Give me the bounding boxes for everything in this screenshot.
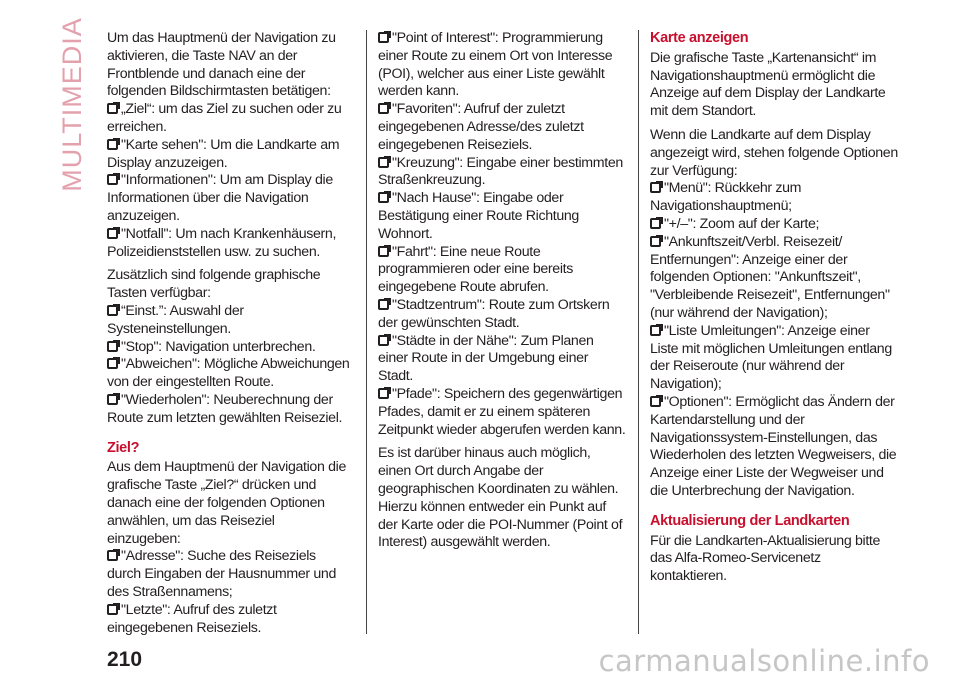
- list-item: "Menü": Rückkehr zum Navigationshauptmenü;: [650, 180, 802, 215]
- arrow-box-icon: [650, 182, 661, 193]
- list-item: "Point of Interest": Programmierung einer Route zu einem Ort von Interesse (POI), welcher aus einer Liste gewählt werden kann.: [378, 30, 613, 100]
- list-item: "Letzte": Aufruf des zuletzt eingegebenen Reiseziels.: [107, 601, 277, 636]
- list-item: "Kreuzung": Eingabe einer bestimmten Straßenkreuzung.: [378, 154, 623, 189]
- list-item: "Informationen": Um am Display die Informationen über die Navigation anzuzeigen.: [107, 172, 333, 224]
- arrow-box-icon: [107, 174, 118, 185]
- arrow-box-icon: [107, 358, 118, 369]
- section-label: [52, 16, 92, 192]
- list-item: "Karte sehen": Um die Landkarte am Display anzuzeigen.: [107, 136, 340, 171]
- arrow-box-icon: [378, 103, 389, 114]
- arrow-box-icon: [650, 218, 661, 229]
- column-divider: [638, 30, 639, 634]
- list-item: "Adresse": Suche des Reiseziels durch Eingaben der Hausnummer und des Straßennamens;: [107, 548, 336, 600]
- column-2: [378, 30, 626, 552]
- section-heading: Ziel?: [107, 439, 140, 456]
- list-item: "Optionen": Ermöglicht das Ändern der Kartendarstellung und der Navigationssystem-Einstellungen, das Wiederholen des letzten Wegweisers, die Anzeige einer Liste der Wegweiser und die Unterbrechung der Navigation.: [650, 393, 897, 499]
- arrow-box-icon: [378, 335, 389, 346]
- section-heading: Aktualisierung der Landkarten: [650, 512, 850, 529]
- paragraph: Zusätzlich sind folgende graphische Tasten verfügbar:: [107, 267, 321, 302]
- list-item: "Liste Umleitungen": Anzeige einer Liste mit möglichen Umleitungen entlang der Reiseroute (nur während der Navigation);: [650, 322, 892, 393]
- arrow-box-icon: [378, 192, 389, 203]
- arrow-box-icon: [107, 341, 118, 352]
- list-item: "+/–": Zoom auf der Karte;: [650, 216, 900, 234]
- list-item: "Abweichen": Mögliche Abweichungen von der eingestellten Route.: [107, 356, 350, 391]
- list-item: “Einst.”: Auswahl der Systeneinstellungen.: [107, 302, 244, 337]
- arrow-box-icon: [650, 236, 661, 247]
- page-number: 210: [107, 648, 143, 671]
- list-item: "Notfall": Um nach Krankenhäusern, Polizeidienststellen usw. zu suchen.: [107, 225, 337, 260]
- arrow-box-icon: [107, 103, 118, 114]
- list-item: "Stop": Navigation unterbrechen.: [107, 339, 350, 357]
- paragraph: Die grafische Taste „Kartenansicht“ im Navigationshauptmenü ermöglicht die Anzeige auf dem Display der Landkarte mit dem Standort.: [650, 49, 886, 120]
- column-1: [107, 30, 350, 637]
- arrow-box-icon: [107, 604, 118, 615]
- arrow-box-icon: [650, 325, 661, 336]
- arrow-box-icon: [378, 32, 389, 43]
- paragraph: Wenn die Landkarte auf dem Display angezeigt wird, stehen folgende Optionen zur Verfügung:: [650, 126, 898, 179]
- arrow-box-icon: [378, 388, 389, 399]
- paragraph: Es ist darüber hinaus auch möglich, einen Ort durch Angabe der geographischen Koordinaten zu wählen. Hierzu können entweder ein Punkt auf der Karte oder die POI-Nummer (Point of Interest) ausgewählt werden.: [378, 445, 623, 551]
- list-item: "Städte in der Nähe": Zum Planen einer Route in der Umgebung einer Stadt.: [378, 332, 594, 385]
- list-item: "Nach Hause": Eingabe oder Bestätigung einer Route Richtung Wohnort.: [378, 190, 579, 242]
- paragraph: Um das Hauptmenü der Navigation zu aktivieren, die Taste NAV an der Frontblende und danach eine der folgenden Bildschirmtasten betätigen:: [107, 30, 336, 100]
- arrow-box-icon: [378, 246, 389, 257]
- arrow-box-icon: [107, 139, 118, 150]
- list-item: "Ankunftszeit/Verbl. Reisezeit/ Entfernungen": Anzeige einer der folgenden Optionen: "Ankunftszeit", "Verbleibende Reisezeit", Entfernungen" (nur während der Navigation);: [650, 233, 890, 321]
- column-3: [650, 30, 900, 586]
- arrow-box-icon: [650, 396, 661, 407]
- list-item: "Wiederholen": Neuberechnung der Route zum letzten gewählten Reiseziel.: [107, 391, 343, 426]
- list-item: „Ziel“: um das Ziel zu suchen oder zu erreichen.: [107, 101, 342, 135]
- list-item: "Pfade": Speichern des gegenwärtigen Pfades, damit er zu einem späteren Zeitpunkt wieder abgerufen werden kann.: [378, 385, 626, 438]
- paragraph: Aus dem Hauptmenü der Navigation die grafische Taste „Ziel?“ drücken und danach eine der folgenden Optionen anwählen, um das Reiseziel einzugeben:: [107, 459, 346, 547]
- arrow-box-icon: [378, 157, 389, 168]
- list-item: "Favoriten": Aufruf der zuletzt eingegebenen Adresse/des zuletzt eingegebenen Reiseziels.: [378, 101, 584, 153]
- arrow-box-icon: [107, 228, 118, 239]
- section-heading: Karte anzeigen: [650, 30, 749, 46]
- arrow-box-icon: [107, 305, 118, 316]
- watermark: carmanualsonline.info: [598, 644, 930, 678]
- arrow-box-icon: [107, 550, 118, 561]
- paragraph: Für die Landkarten-Aktualisierung bitte das Alfa-Romeo-Servicenetz kontaktieren.: [650, 532, 881, 585]
- list-item: "Fahrt": Eine neue Route programmieren oder eine bereits eingegebene Route abrufen.: [378, 243, 573, 296]
- column-divider: [366, 30, 367, 634]
- arrow-box-icon: [107, 394, 118, 405]
- section-label-text: MULTIMEDIA: [56, 16, 87, 192]
- arrow-box-icon: [378, 299, 389, 310]
- list-item: "Stadtzentrum": Route zum Ortskern der gewünschten Stadt.: [378, 296, 610, 331]
